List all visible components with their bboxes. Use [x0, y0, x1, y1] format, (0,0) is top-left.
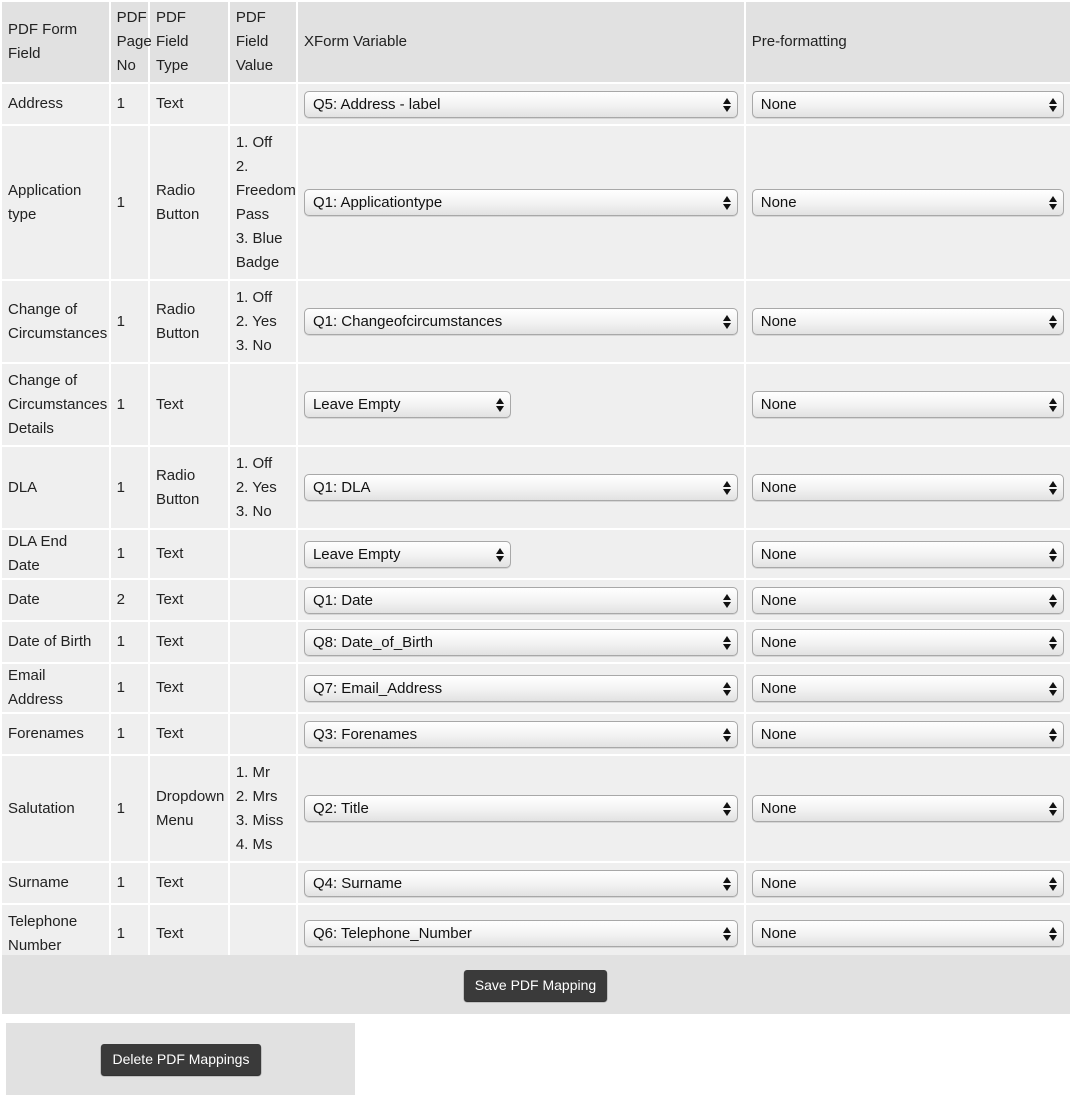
header-pre-formatting: Pre-formatting — [746, 2, 1070, 82]
xform-variable-selected-value: Q8: Date_of_Birth — [312, 633, 434, 651]
xform-variable-select[interactable] — [304, 474, 738, 501]
table-row — [2, 530, 1070, 578]
xform-variable-selected-value: Q2: Title — [312, 800, 369, 817]
field-value-option: 3. No — [235, 336, 272, 354]
cell-pre-formatting — [746, 905, 1070, 962]
cell-pre-formatting — [746, 84, 1070, 124]
pre-formatting-select[interactable] — [752, 795, 1064, 822]
cell-pdf-form-field: Change of Circumstances — [2, 281, 109, 362]
xform-variable-selected-value: Q6: Telephone_Number — [312, 925, 472, 942]
cell-xform-variable — [298, 756, 744, 861]
xform-variable-selected-value: Q1: Applicationtype — [312, 194, 443, 211]
table-header-row — [2, 2, 1070, 82]
cell-pdf-page-no: 1 — [111, 126, 148, 279]
select-arrows-icon — [723, 926, 732, 942]
save-pdf-mapping-button[interactable]: Save PDF Mapping — [464, 970, 607, 1001]
pre-formatting-select[interactable] — [752, 870, 1064, 897]
xform-variable-selected-value: Q1: Changeofcircumstances — [312, 313, 503, 330]
select-arrows-icon — [723, 727, 732, 743]
cell-pdf-field-type: Radio Button — [150, 126, 228, 279]
cell-pdf-field-type: Text — [150, 580, 228, 620]
pre-formatting-selected-value: None — [760, 874, 797, 892]
cell-pdf-page-no: 1 — [111, 756, 148, 861]
cell-pre-formatting — [746, 530, 1070, 578]
cell-pdf-field-value — [230, 905, 296, 962]
table-row — [2, 447, 1070, 528]
cell-pdf-page-no: 1 — [111, 364, 148, 445]
cell-pdf-form-field: Change of Circumstances Details — [2, 364, 109, 445]
field-value-option: 2. Mrs — [235, 787, 278, 805]
field-value-option: 1. Off — [235, 454, 273, 472]
pre-formatting-selected-value: None — [760, 545, 797, 563]
cell-pdf-field-type: Text — [150, 530, 228, 578]
field-value-option: 1. Off — [235, 288, 273, 306]
cell-pdf-field-value — [230, 580, 296, 620]
select-arrows-icon — [1049, 635, 1058, 651]
select-arrows-icon — [723, 593, 732, 609]
save-footer — [2, 955, 1070, 1014]
cell-pre-formatting — [746, 863, 1070, 903]
xform-variable-select[interactable] — [304, 629, 738, 656]
xform-variable-select[interactable] — [304, 675, 738, 702]
table-row — [2, 863, 1070, 903]
table-row — [2, 756, 1070, 861]
pre-formatting-selected-value: None — [760, 313, 797, 330]
cell-xform-variable — [298, 580, 744, 620]
xform-variable-selected-value: Q1: DLA — [312, 479, 371, 496]
pre-formatting-selected-value: None — [760, 800, 797, 817]
cell-pdf-form-field: DLA — [2, 447, 109, 528]
select-arrows-icon — [1049, 480, 1058, 496]
select-arrows-icon — [723, 195, 732, 211]
table-row — [2, 281, 1070, 362]
pre-formatting-selected-value: None — [760, 679, 797, 697]
xform-variable-select[interactable] — [304, 308, 738, 335]
cell-pdf-field-value — [230, 863, 296, 903]
cell-pdf-page-no: 1 — [111, 281, 148, 362]
pre-formatting-select[interactable] — [752, 308, 1064, 335]
cell-pdf-form-field: Forenames — [2, 714, 109, 754]
cell-pdf-form-field: Date — [2, 580, 109, 620]
xform-variable-selected-value: Q3: Forenames — [312, 725, 418, 743]
xform-variable-select[interactable] — [304, 920, 738, 947]
cell-xform-variable — [298, 714, 744, 754]
cell-pdf-page-no: 1 — [111, 714, 148, 754]
xform-variable-select[interactable] — [304, 587, 738, 614]
cell-xform-variable — [298, 126, 744, 279]
cell-xform-variable — [298, 364, 744, 445]
select-arrows-icon — [1049, 801, 1058, 817]
cell-pdf-page-no: 1 — [111, 905, 148, 962]
select-arrows-icon — [723, 876, 732, 892]
cell-pdf-field-value — [230, 364, 296, 445]
pre-formatting-select[interactable] — [752, 541, 1064, 568]
select-arrows-icon — [723, 801, 732, 817]
table-row — [2, 905, 1070, 962]
cell-pre-formatting — [746, 281, 1070, 362]
xform-variable-select[interactable] — [304, 189, 738, 216]
cell-pre-formatting — [746, 714, 1070, 754]
cell-pdf-field-type: Text — [150, 714, 228, 754]
cell-pdf-field-type: Radio Button — [150, 281, 228, 362]
cell-pdf-field-value — [230, 756, 296, 861]
xform-variable-selected-value: Q7: Email_Address — [312, 679, 443, 697]
table-row — [2, 664, 1070, 712]
cell-pdf-field-value — [230, 530, 296, 578]
xform-variable-select[interactable] — [304, 795, 738, 822]
cell-pdf-field-type: Text — [150, 622, 228, 662]
header-pdf-page-no: PDF Page No — [111, 2, 148, 82]
select-arrows-icon — [723, 635, 732, 651]
field-value-option: 4. Ms — [235, 835, 273, 853]
delete-pdf-mappings-button[interactable]: Delete PDF Mappings — [101, 1044, 261, 1075]
cell-pdf-field-value — [230, 447, 296, 528]
cell-xform-variable — [298, 281, 744, 362]
select-arrows-icon — [1049, 681, 1058, 697]
table-row — [2, 126, 1070, 279]
field-value-option: 2. Yes — [235, 478, 277, 496]
select-arrows-icon — [1049, 926, 1058, 942]
xform-variable-selected-value: Q4: Surname — [312, 874, 403, 892]
select-arrows-icon — [723, 97, 732, 113]
pre-formatting-select[interactable] — [752, 474, 1064, 501]
pre-formatting-selected-value: None — [760, 396, 797, 413]
select-arrows-icon — [1049, 593, 1058, 609]
cell-xform-variable — [298, 664, 744, 712]
cell-pdf-form-field: Telephone Number — [2, 905, 109, 962]
field-value-option: 3. No — [235, 502, 272, 520]
pre-formatting-select[interactable] — [752, 721, 1064, 748]
cell-xform-variable — [298, 84, 744, 124]
pre-formatting-selected-value: None — [760, 633, 797, 651]
header-pdf-field-value: PDF Field Value — [230, 2, 296, 82]
table-row — [2, 714, 1070, 754]
pre-formatting-selected-value: None — [760, 479, 797, 496]
cell-pdf-page-no: 2 — [111, 580, 148, 620]
table-row — [2, 580, 1070, 620]
field-value-option: 1. Mr — [235, 763, 270, 781]
cell-pre-formatting — [746, 622, 1070, 662]
cell-pdf-page-no: 1 — [111, 664, 148, 712]
header-pdf-form-field: PDF Form Field — [2, 2, 109, 82]
select-arrows-icon — [1049, 727, 1058, 743]
xform-variable-select[interactable] — [304, 91, 738, 118]
cell-pdf-form-field: Email Address — [2, 664, 109, 712]
cell-pdf-field-value — [230, 664, 296, 712]
xform-variable-selected-value: Q1: Date — [312, 591, 373, 609]
cell-xform-variable — [298, 905, 744, 962]
cell-xform-variable — [298, 447, 744, 528]
select-arrows-icon — [496, 547, 505, 563]
select-arrows-icon — [1049, 876, 1058, 892]
pre-formatting-select[interactable] — [752, 629, 1064, 656]
cell-xform-variable — [298, 863, 744, 903]
field-value-option: 3. Blue Badge — [235, 229, 283, 271]
cell-pre-formatting — [746, 756, 1070, 861]
cell-pdf-form-field: Address — [2, 84, 109, 124]
pre-formatting-selected-value: None — [760, 194, 797, 211]
cell-xform-variable — [298, 530, 744, 578]
select-arrows-icon — [496, 397, 505, 413]
table-row — [2, 84, 1070, 124]
field-value-option: 2. Freedom Pass — [235, 157, 296, 223]
cell-pdf-field-type: Radio Button — [150, 447, 228, 528]
xform-variable-select[interactable] — [304, 391, 511, 418]
cell-pre-formatting — [746, 364, 1070, 445]
xform-variable-selected-value: Leave Empty — [312, 396, 401, 413]
cell-pdf-field-value — [230, 84, 296, 124]
xform-variable-selected-value: Leave Empty — [312, 545, 401, 563]
cell-pdf-field-value — [230, 714, 296, 754]
select-arrows-icon — [1049, 195, 1058, 211]
select-arrows-icon — [723, 480, 732, 496]
select-arrows-icon — [1049, 547, 1058, 563]
cell-pdf-form-field: Application type — [2, 126, 109, 279]
select-arrows-icon — [723, 314, 732, 330]
cell-pdf-page-no: 1 — [111, 447, 148, 528]
cell-pdf-field-value — [230, 622, 296, 662]
cell-pdf-form-field: Salutation — [2, 756, 109, 861]
cell-pre-formatting — [746, 126, 1070, 279]
select-arrows-icon — [1049, 97, 1058, 113]
cell-pdf-page-no: 1 — [111, 84, 148, 124]
pre-formatting-select[interactable] — [752, 91, 1064, 118]
header-pdf-field-type: PDF Field Type — [150, 2, 228, 82]
cell-pdf-form-field: Surname — [2, 863, 109, 903]
cell-pdf-field-value — [230, 281, 296, 362]
cell-pdf-field-value — [230, 126, 296, 279]
delete-panel — [6, 1023, 355, 1095]
pre-formatting-select[interactable] — [752, 391, 1064, 418]
xform-variable-select[interactable] — [304, 541, 511, 568]
cell-pre-formatting — [746, 664, 1070, 712]
cell-pdf-field-type: Text — [150, 664, 228, 712]
cell-pdf-field-type: Text — [150, 905, 228, 962]
select-arrows-icon — [1049, 314, 1058, 330]
xform-variable-select[interactable] — [304, 721, 738, 748]
cell-pre-formatting — [746, 447, 1070, 528]
pre-formatting-select[interactable] — [752, 189, 1064, 216]
xform-variable-selected-value: Q5: Address - label — [312, 95, 441, 113]
cell-pdf-form-field: Date of Birth — [2, 622, 109, 662]
cell-pdf-page-no: 1 — [111, 863, 148, 903]
pre-formatting-selected-value: None — [760, 591, 797, 609]
cell-pdf-field-type: Text — [150, 863, 228, 903]
header-xform-variable: XForm Variable — [298, 2, 744, 82]
field-value-option: 2. Yes — [235, 312, 277, 330]
pre-formatting-select[interactable] — [752, 587, 1064, 614]
cell-xform-variable — [298, 622, 744, 662]
cell-pdf-page-no: 1 — [111, 622, 148, 662]
pre-formatting-select[interactable] — [752, 675, 1064, 702]
table-row — [2, 364, 1070, 445]
select-arrows-icon — [723, 681, 732, 697]
xform-variable-select[interactable] — [304, 870, 738, 897]
cell-pdf-field-type: Text — [150, 364, 228, 445]
select-arrows-icon — [1049, 397, 1058, 413]
cell-pdf-page-no: 1 — [111, 530, 148, 578]
pre-formatting-selected-value: None — [760, 925, 797, 942]
pre-formatting-selected-value: None — [760, 725, 797, 743]
table-row — [2, 622, 1070, 662]
cell-pdf-form-field: DLA End Date — [2, 530, 109, 578]
table-body — [2, 84, 1070, 962]
cell-pdf-field-type: Dropdown Menu — [150, 756, 228, 861]
cell-pdf-field-type: Text — [150, 84, 228, 124]
pre-formatting-select[interactable] — [752, 920, 1064, 947]
field-value-option: 1. Off — [235, 133, 273, 151]
pre-formatting-selected-value: None — [760, 95, 797, 113]
cell-pre-formatting — [746, 580, 1070, 620]
field-value-option: 3. Miss — [235, 811, 284, 829]
